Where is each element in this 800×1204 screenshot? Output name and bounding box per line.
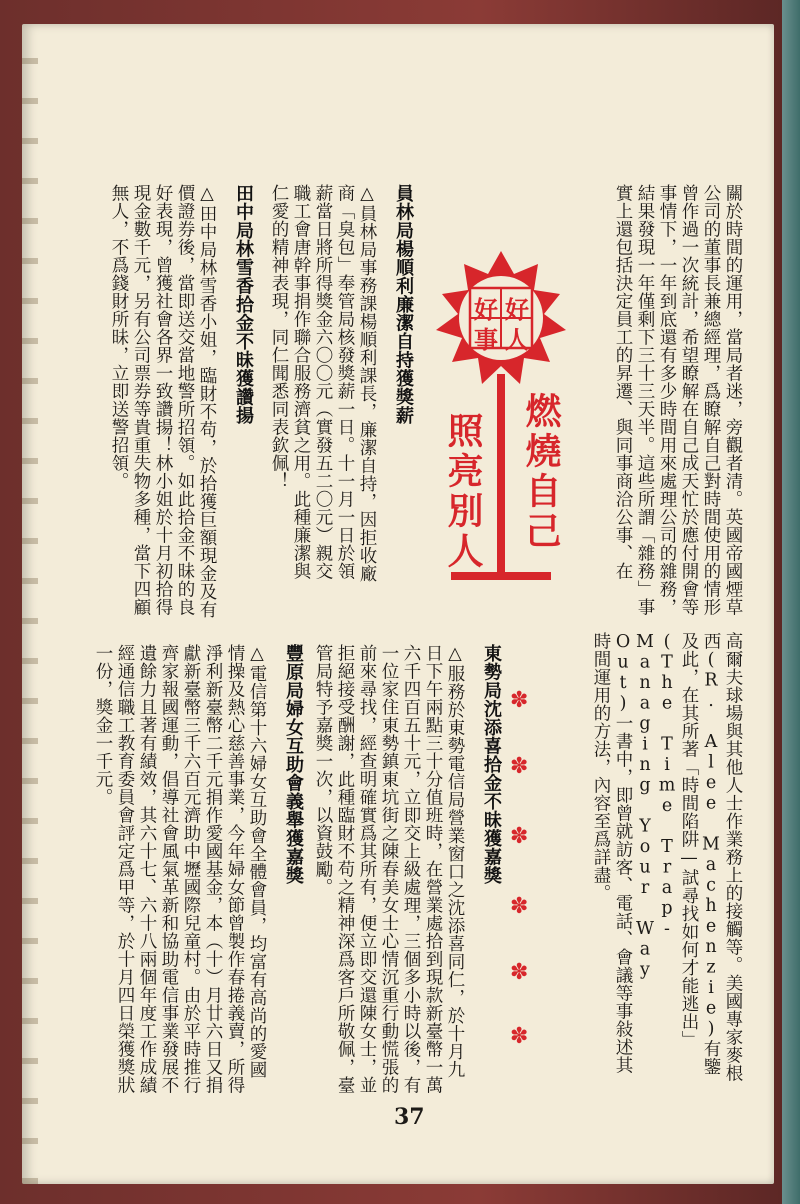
slogan-left: 照亮別人 bbox=[442, 412, 483, 572]
asterisk-flower-icon: ✽ bbox=[510, 894, 529, 919]
emblem-char-3: 人 bbox=[505, 326, 529, 354]
article-shen-body: △服務於東勢電信局營業窗口之沈添喜同仁，於十月九日下午兩點三十分值班時，在營業處拾到現款新臺幣一萬六千四百五十元，立即交上級處理，三個多小時以後，有一位家住東勢鎮東坑街之陳春美女士心情沉重行動慌張的前來尋找，經查明確實爲其所有，便立即交還陳女士，並拒絕接受酬謝，此種臨財不苟之精神深爲客戶所敬佩，臺管局特予嘉獎一次，以資鼓勵。 bbox=[313, 644, 465, 1094]
emblem-char-2: 好 bbox=[505, 296, 529, 324]
page-number: 37 bbox=[394, 1104, 425, 1130]
asterisk-flower-icon: ✽ bbox=[510, 824, 529, 849]
article-lin-title: 田中局林雪香拾金不昧獲讚揚 bbox=[233, 184, 254, 425]
intro-continuation bbox=[584, 632, 744, 1082]
article-yang-body: △員林局事務課楊順利課長，廉潔自持，因拒收廠商「臭包」奉管局核發獎薪一日。十一月一日於領薪當日將所得獎金六〇〇元（實發五二〇元）親交職工會唐幹事捐作聯合服務濟貧之用。此種廉潔與仁愛的精神表現，同仁聞悉同表欽佩！ bbox=[269, 184, 377, 583]
article-shen-title: 東勢局沈添喜拾金不昧獲嘉獎 bbox=[481, 644, 502, 885]
article-fengyuan bbox=[84, 644, 304, 1094]
article-shen bbox=[312, 644, 502, 1094]
slogan-right: 燃燒自己 bbox=[520, 392, 561, 552]
article-lin-body: △田中局林雪香小姐，臨財不苟，於拾獲巨額現金及有價證券後，當即送交當地警所招領。如此拾金不昧的良好表現，曾獲社會各界一致讚揚！林小姐於十月初拾得現金數千元，另有公司票券等貴重失物多種，當下四顧無人，不爲錢財所昧，立即送警招領。 bbox=[109, 184, 217, 619]
emblem-char-4: 事 bbox=[474, 326, 498, 354]
article-lin bbox=[84, 184, 254, 624]
emblem-char-1: 好 bbox=[474, 296, 498, 324]
article-fengyuan-title: 豐原局婦女互助會義舉獲嘉獎 bbox=[283, 644, 304, 885]
intro-paragraph bbox=[594, 184, 744, 624]
asterisk-flower-icon: ✽ bbox=[510, 688, 529, 713]
asterisk-flower-icon: ✽ bbox=[510, 960, 529, 985]
asterisk-flower-icon: ✽ bbox=[510, 754, 529, 779]
book-edge bbox=[782, 0, 800, 1204]
article-fengyuan-body: △電信第十六婦女互助會全體會員，均富有高尚的愛國情操及熱心慈善事業，今年婦女節曾製作春捲義賣，所得淨利新臺幣二千元捐作愛國基金，本（十）月廿六日又捐獻新臺幣三千六百元濟助中壢國際兒童村。由於平時推行齊家報國運動，倡導社會風氣革新和協助電信事業發展不遺餘力且著有績效，其六十七、六十八兩個年度工作成績經通信職工教育委員會評定爲甲等，於十月四日榮獲獎狀一份，獎金一千元。 bbox=[93, 644, 267, 1094]
article-yang bbox=[264, 184, 414, 594]
intro-text: 關於時間的運用，當局者迷，旁觀者清。英國帝國煙草公司的董事長兼總經理，爲瞭解自己對時間使用的情形曾作過一次統計，希望瞭解在自己成天忙於應付開會等事情下，一年到底還有多少時間用來處理公司的雜務，結果發現一年僅剩下三十三天半。這些所謂「雜務」事實上還包括決定員工的昇遷、與同事商洽公事、在 bbox=[613, 184, 743, 616]
asterisk-flower-icon: ✽ bbox=[510, 1024, 529, 1049]
book-page bbox=[22, 24, 774, 1184]
article-yang-title: 員林局楊順利廉潔自持獲獎薪 bbox=[393, 184, 414, 425]
intro-text-2: 高爾夫球場與其他人士作業務上的接觸等。美國專家麥根西(R. Alee Machenzie)有鑒及此，在其所著「時間陷阱—試尋找如何才能逃出」(The Time Trap-Managing Your Way Out)一書中，即曾就訪客、電話、會議等事敍述其時間運用的方法，內容至爲詳盡。 bbox=[591, 632, 743, 1082]
binding-stitches bbox=[22, 24, 38, 1184]
